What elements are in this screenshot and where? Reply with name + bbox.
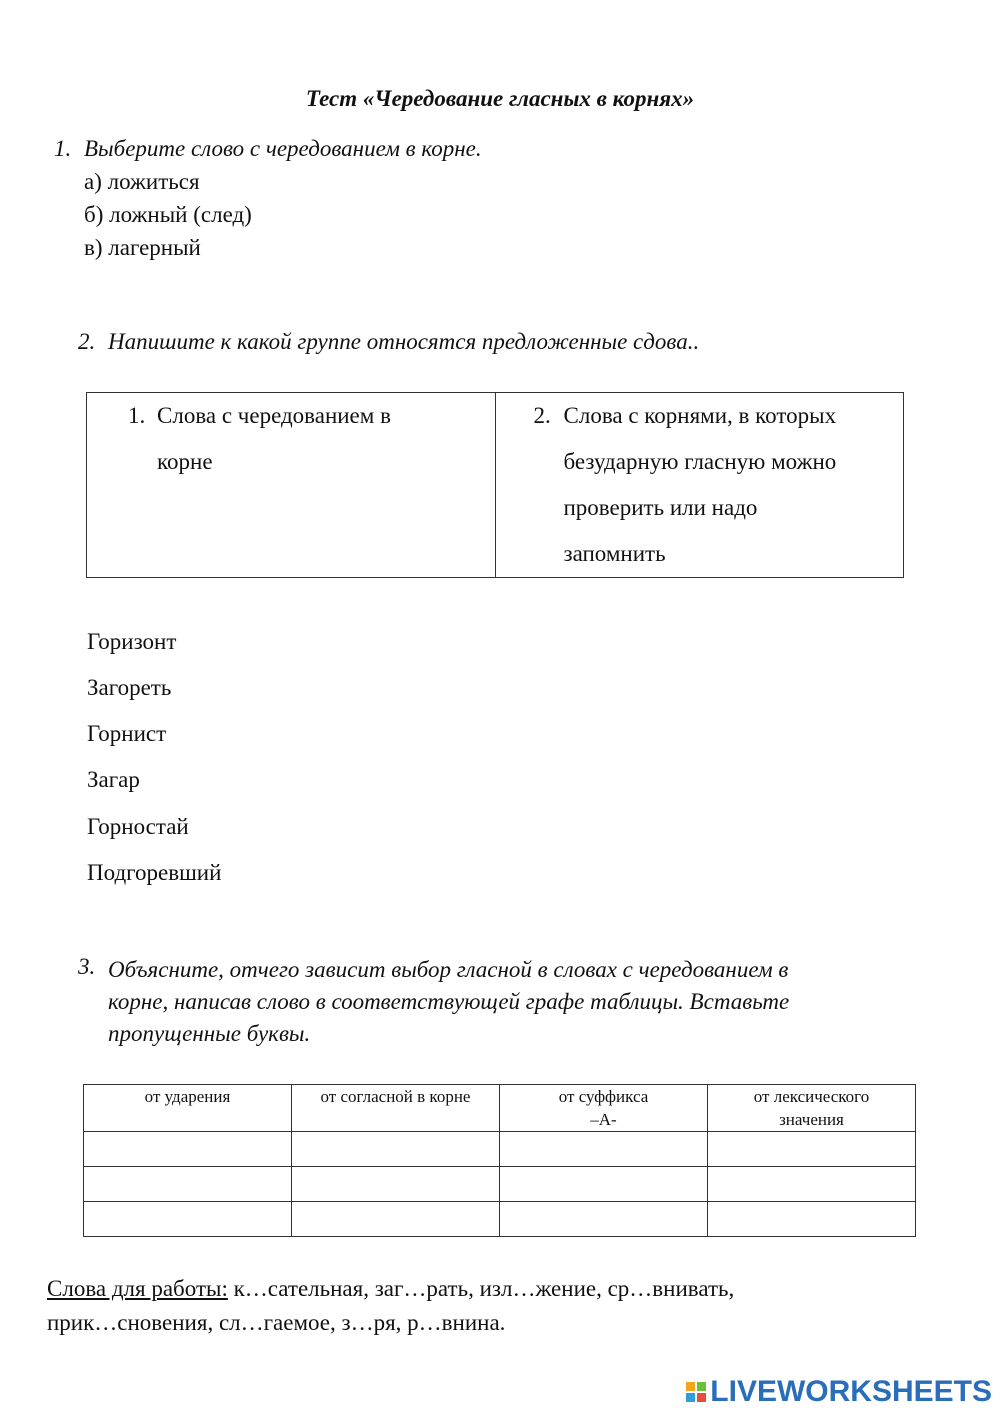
logo-block bbox=[697, 1382, 706, 1391]
header-text: от суффикса bbox=[558, 1087, 649, 1106]
answer-cell[interactable] bbox=[500, 1167, 708, 1202]
answer-cell[interactable] bbox=[84, 1132, 292, 1167]
word-item: Горностай bbox=[87, 814, 189, 839]
group2-number: 2. bbox=[533, 403, 551, 428]
grouping-table bbox=[86, 392, 904, 578]
group-cell-2[interactable] bbox=[495, 393, 904, 578]
word-item: Горнист bbox=[87, 721, 167, 746]
group2-line: Слова с корнями, в которых bbox=[563, 403, 837, 428]
q3-line: корне, написав слово в соответствующей графе таблицы. Вставьте bbox=[108, 989, 790, 1014]
q3-line: Объясните, отчего зависит выбор гласной в словах с чередованием в bbox=[108, 957, 789, 982]
word-item: Загар bbox=[87, 767, 140, 792]
answer-cell[interactable] bbox=[292, 1132, 500, 1167]
work-words-line1: к…сательная, заг…рать, изл…жение, ср…внивать, bbox=[227, 1276, 735, 1301]
header-text: от ударения bbox=[144, 1087, 231, 1106]
q2-text: Напишите к какой группе относятся предложенные сдова.. bbox=[108, 329, 700, 354]
header-text: от согласной в корне bbox=[320, 1087, 471, 1106]
word-item: Горизонт bbox=[87, 629, 177, 654]
q1-option-b: б) ложный (след) bbox=[84, 202, 252, 227]
header-text: –А- bbox=[590, 1110, 617, 1129]
group2-line: запомнить bbox=[563, 541, 666, 566]
answer-cell[interactable] bbox=[708, 1167, 916, 1202]
answer-cell[interactable] bbox=[84, 1167, 292, 1202]
header-meaning bbox=[708, 1085, 916, 1132]
answer-cell[interactable] bbox=[292, 1167, 500, 1202]
answer-cell[interactable] bbox=[708, 1202, 916, 1237]
q1-number: 1. bbox=[54, 136, 72, 161]
q1-option-a: а) ложиться bbox=[84, 169, 200, 194]
logo-block bbox=[686, 1382, 695, 1391]
q3-line: пропущенные буквы. bbox=[108, 1021, 311, 1046]
logo-blocks-icon bbox=[686, 1382, 706, 1402]
header-consonant bbox=[292, 1085, 500, 1132]
header-text: от лексического bbox=[753, 1087, 870, 1106]
alternation-table bbox=[83, 1084, 916, 1237]
group1-number: 1. bbox=[128, 403, 146, 428]
header-stress bbox=[84, 1085, 292, 1132]
answer-cell[interactable] bbox=[500, 1132, 708, 1167]
answer-cell[interactable] bbox=[292, 1202, 500, 1237]
q3-text bbox=[108, 954, 938, 1050]
word-item: Загореть bbox=[87, 675, 172, 700]
q3-number: 3. bbox=[78, 954, 96, 979]
group2-line: безударную гласную можно bbox=[563, 449, 837, 474]
group2-line: проверить или надо bbox=[563, 495, 758, 520]
group-cell-1[interactable] bbox=[87, 393, 496, 578]
header-suffix bbox=[500, 1085, 708, 1132]
q1-text: Выберите слово с чередованием в корне. bbox=[84, 136, 482, 161]
group1-line: корне bbox=[157, 449, 213, 474]
logo-text: LIVEWORKSHEETS bbox=[710, 1375, 992, 1408]
logo-block bbox=[686, 1393, 695, 1402]
header-text: значения bbox=[779, 1110, 844, 1129]
liveworksheets-logo bbox=[686, 1372, 992, 1412]
work-words-line2: прик…сновения, сл…гаемое, з…ря, р…внина. bbox=[47, 1310, 506, 1335]
group1-line: Слова с чередованием в bbox=[157, 403, 391, 428]
q2-number: 2. bbox=[78, 329, 96, 354]
answer-cell[interactable] bbox=[84, 1202, 292, 1237]
page-title: Тест «Чередование гласных в корнях» bbox=[305, 86, 695, 111]
q1-option-c: в) лагерный bbox=[84, 235, 201, 260]
work-words bbox=[47, 1272, 947, 1340]
word-item: Подгоревший bbox=[87, 860, 222, 885]
answer-cell[interactable] bbox=[500, 1202, 708, 1237]
work-words-label: Слова для работы: bbox=[47, 1276, 228, 1301]
logo-block bbox=[697, 1393, 706, 1402]
answer-cell[interactable] bbox=[708, 1132, 916, 1167]
